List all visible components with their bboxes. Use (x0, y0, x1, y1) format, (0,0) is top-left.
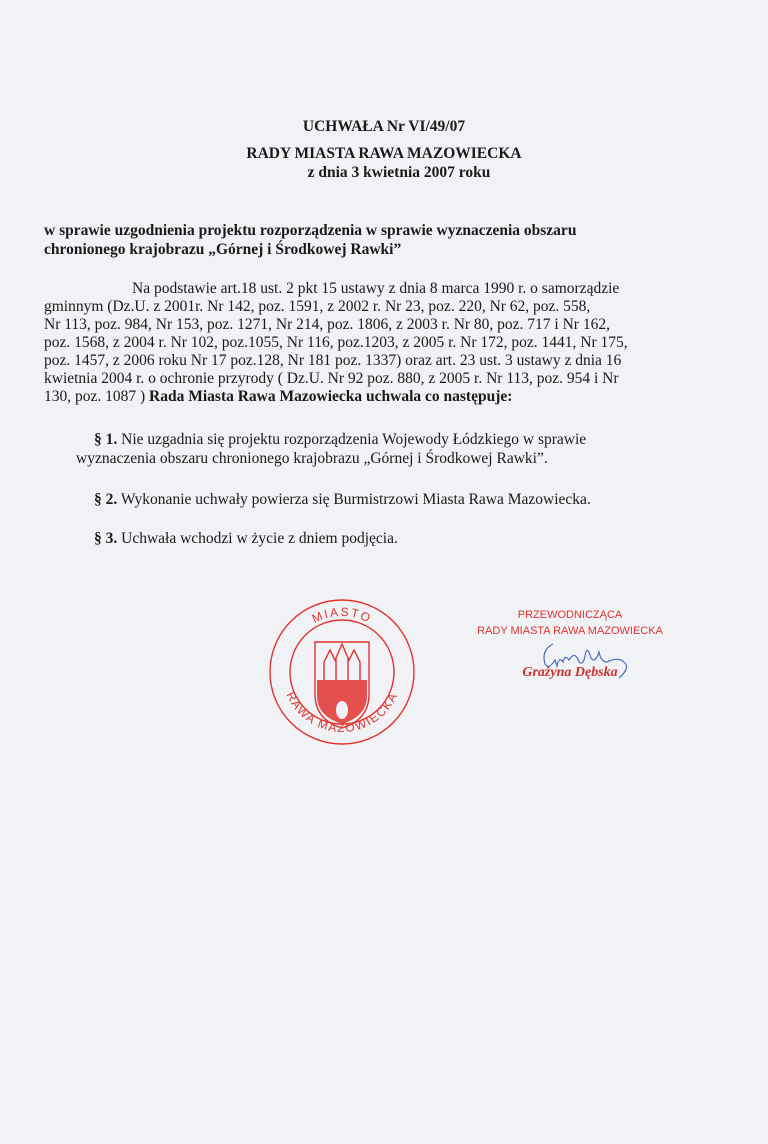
resolution-date: z dnia 3 kwietnia 2007 roku (307, 164, 491, 181)
paragraph-2 (94, 491, 591, 509)
paragraph-mark: § 3. (94, 530, 118, 547)
preamble-line (44, 388, 512, 406)
preamble-line: poz. 1568, z 2004 r. Nr 102, poz.1055, Nr 116, poz.1203, z 2005 r. Nr 172, poz. 1441, Nr 175, (44, 334, 628, 351)
preamble-line: poz. 1457, z 2006 roku Nr 17 poz.128, Nr 181 poz. 1337) oraz art. 23 ust. 3 ustawy z dnia 16 (44, 352, 622, 369)
subject-line: w sprawie uzgodnienia projektu rozporządzenia w sprawie wyznaczenia obszaru (44, 222, 577, 239)
paragraph-text: Wykonanie uchwały powierza się Burmistrzowi Miasta Rawa Mazowiecka. (120, 491, 591, 508)
signatory-name: Grażyna Dębska (522, 665, 618, 680)
resolution-phrase: Rada Miasta Rawa Mazowiecka uchwala co następuje: (149, 388, 513, 405)
subject-line: chronionego krajobrazu „Górnej i Środkowej Rawki” (44, 241, 402, 258)
city-seal-stamp (268, 598, 416, 746)
paragraph-text: Uchwała wchodzi w życie z dniem podjęcia. (121, 530, 398, 547)
signature-body: RADY MIASTA RAWA MAZOWIECKA (477, 625, 663, 637)
svg-text:MIASTO: MIASTO (309, 604, 375, 626)
preamble-line: Nr 113, poz. 984, Nr 153, poz. 1271, Nr 214, poz. 1806, z 2003 r. Nr 80, poz. 717 i Nr 162, (44, 316, 610, 333)
paragraph-1-cont: wyznaczenia obszaru chronionego krajobrazu „Górnej i Środkowej Rawki”. (76, 450, 548, 467)
paragraph-3 (94, 530, 398, 548)
paragraph-text: Nie uzgadnia się projektu rozporządzenia Wojewody Łódzkiego w sprawie (121, 431, 587, 448)
resolution-title: UCHWAŁA Nr VI/49/07 (302, 118, 466, 135)
preamble-line: Na podstawie art.18 ust. 2 pkt 15 ustawy z dnia 8 marca 1990 r. o samorządzie (132, 280, 620, 297)
paragraph-mark: § 2. (94, 491, 118, 508)
council-name: RADY MIASTA RAWA MAZOWIECKA (246, 145, 522, 162)
preamble-line-end: 130, poz. 1087 ) (44, 388, 146, 405)
signature-role: PRZEWODNICZĄCA (517, 609, 623, 621)
preamble-line: gminnym (Dz.U. z 2001r. Nr 142, poz. 1591, z 2002 r. Nr 23, poz. 220, Nr 62, poz. 558, (44, 298, 591, 315)
svg-text:RAWA MAZOWIECKA: RAWA MAZOWIECKA (283, 689, 401, 736)
paragraph-1 (94, 431, 586, 449)
paragraph-mark: § 1. (94, 431, 118, 448)
preamble-line: kwietnia 2004 r. o ochronie przyrody ( Dz.U. Nr 92 poz. 880, z 2005 r. Nr 113, poz. 954 i Nr (44, 370, 619, 387)
